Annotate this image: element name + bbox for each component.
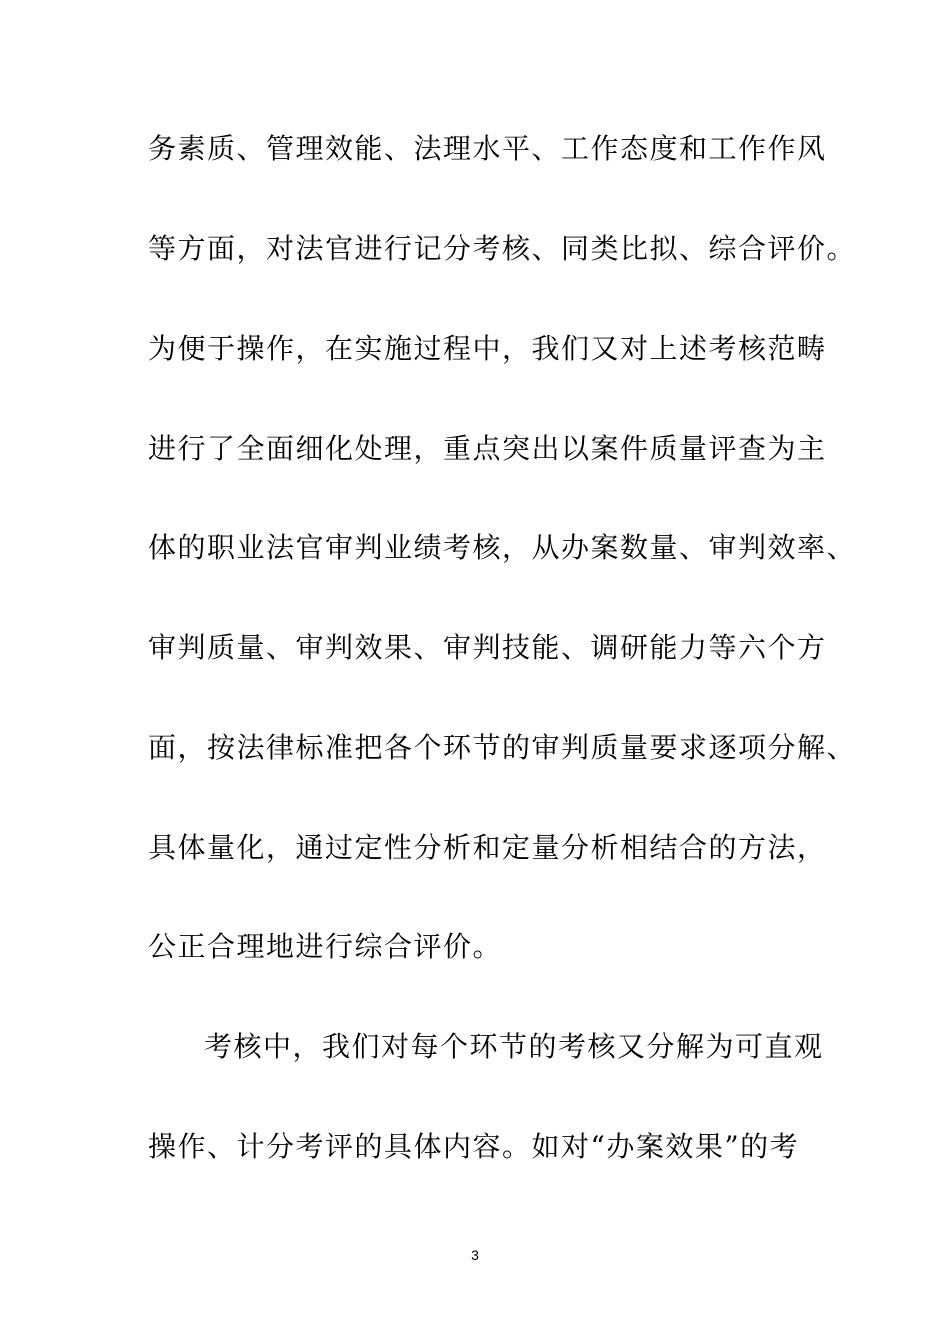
text-line: 审判质量、审判效果、审判技能、调研能力等六个方 [148, 631, 827, 664]
text-line: 面，按法律标准把各个环节的审判质量要求逐项分解、 [148, 731, 857, 764]
text-line: 体的职业法官审判业绩考核，从办案数量、审判效率、 [148, 531, 857, 564]
paragraph-start-line: 考核中，我们对每个环节的考核又分解为可直观 [204, 1030, 824, 1063]
text-line: 公正合理地进行综合评价。 [148, 930, 503, 963]
text-line: 操作、计分考评的具体内容。如对“办案效果”的考 [148, 1130, 800, 1163]
text-line: 务素质、管理效能、法理水平、工作态度和工作作风 [148, 132, 827, 165]
text-line: 为便于操作，在实施过程中，我们又对上述考核范畴 [148, 332, 827, 365]
page-number: 3 [471, 1247, 479, 1263]
text-line: 具体量化，通过定性分析和定量分析相结合的方法， [148, 831, 827, 864]
text-line: 进行了全面细化处理，重点突出以案件质量评查为主 [148, 432, 827, 465]
text-line: 等方面，对法官进行记分考核、同类比拟、综合评价。 [148, 232, 857, 265]
